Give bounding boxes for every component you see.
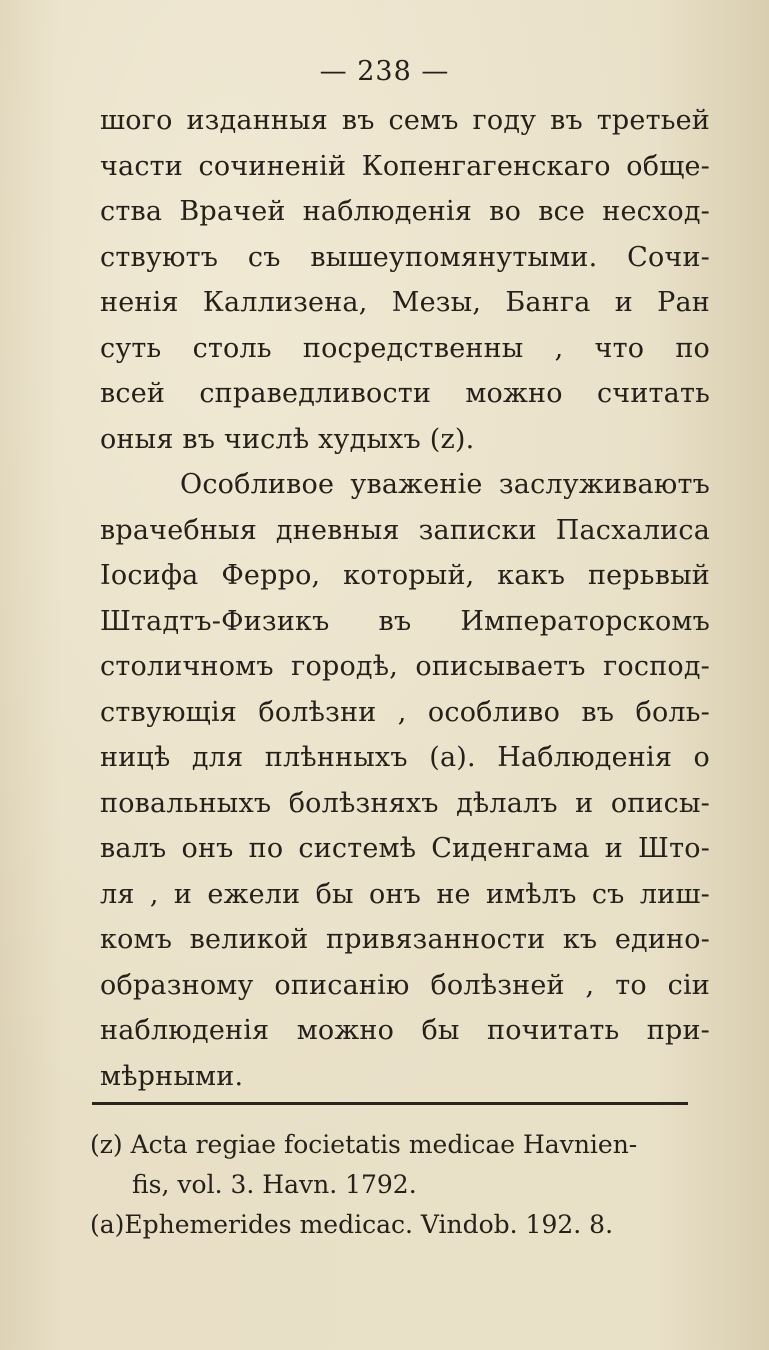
text-line: ницѣ для плѣнныхъ (а). Наблюденія о	[100, 742, 710, 773]
text-line: комъ великой привязанности къ едино-	[100, 924, 710, 955]
paragraph-start-line: Особливое уваженіе заслуживаютъ	[180, 469, 710, 500]
text-line: ства Врачей наблюденія во все несход-	[100, 196, 710, 227]
text-line: врачебныя дневныя записки Пасхалиса	[100, 514, 710, 546]
text-line: повальныхъ болѣзняхъ дѣлалъ и описы-	[100, 787, 710, 819]
page-number: — 238 —	[319, 56, 450, 87]
text-line: валъ онъ по системѣ Сиденгама и Што-	[100, 833, 710, 864]
text-line: мѣрными.	[100, 1060, 244, 1092]
text-line: ствующія болѣзни , особливо въ боль-	[100, 696, 710, 728]
footnotes	[90, 1125, 710, 1245]
footnote-a: (a)Ephemerides medicac. Vindob. 192. 8.	[90, 1210, 614, 1239]
text-line: ненія Каллизена, Мезы, Банга и Ран	[100, 287, 710, 318]
text-line: столичномъ городѣ, описываетъ господ-	[100, 651, 710, 682]
text-line: ля , и ежели бы онъ не имѣлъ съ лиш-	[100, 878, 710, 910]
text-line: образному описанію болѣзней , то сіи	[100, 969, 710, 1001]
text-line: всей справедливости можно считать	[100, 378, 710, 409]
text-line: Іосифа Ферро, который, какъ перьвый	[100, 560, 710, 591]
text-line: шого изданныя въ семъ году въ третьей	[100, 105, 710, 136]
footnote-z-continuation: fis, vol. 3. Havn. 1792.	[132, 1170, 417, 1199]
text-line: части сочиненій Копенгагенскаго обще-	[100, 150, 710, 182]
text-line: Штадтъ-Физикъ въ Императорскомъ	[100, 605, 710, 637]
footnote-z: (z) Acta regiae focietatis medicae Havnien-	[90, 1130, 638, 1159]
text-line: суть столь посредственны , что по	[100, 332, 710, 364]
text-line: оныя въ числѣ худыхъ (z).	[100, 423, 475, 455]
footnote-divider	[92, 1102, 688, 1105]
body-text	[100, 98, 710, 1099]
text-line: ствуютъ съ вышеупомянутыми. Сочи-	[100, 241, 710, 273]
text-line: наблюденія можно бы почитать при-	[100, 1015, 710, 1046]
